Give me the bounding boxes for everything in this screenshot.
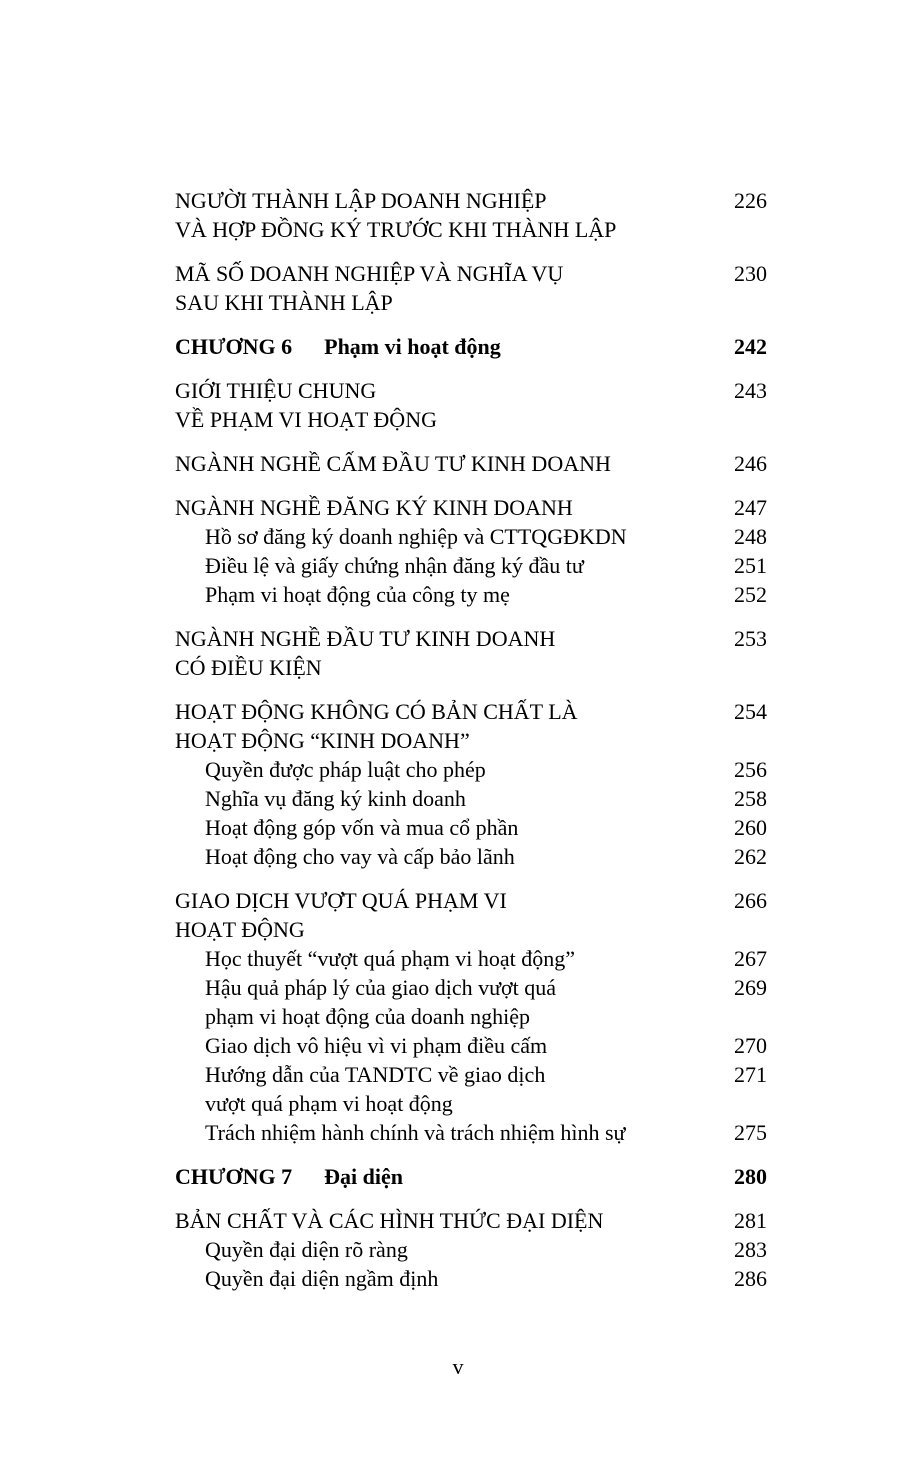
toc-subentry-row (175, 1235, 767, 1264)
toc-list (175, 186, 767, 1293)
toc-page-number: 258 (734, 786, 767, 811)
toc-subentry-row (175, 813, 767, 842)
toc-entry-row (175, 624, 767, 682)
toc-entry-title (175, 1264, 721, 1293)
toc-entry-line: Hướng dẫn của TANDTC về giao dịch (205, 1062, 546, 1087)
toc-entry-row (175, 886, 767, 944)
toc-entry-line: HOẠT ĐỘNG “KINH DOANH” (175, 728, 470, 753)
toc-entry-line: NGÀNH NGHỀ CẤM ĐẦU TƯ KINH DOANH (175, 451, 611, 476)
toc-entry-line: Quyền đại diện ngầm định (205, 1266, 439, 1291)
toc-entry-title (175, 522, 721, 551)
toc-entry-title (175, 973, 721, 1031)
toc-entry-line: Quyền đại diện rõ ràng (205, 1237, 408, 1262)
toc-entry-line: MÃ SỐ DOANH NGHIỆP VÀ NGHĨA VỤ (175, 261, 564, 286)
toc-entry-line: SAU KHI THÀNH LẬP (175, 290, 393, 315)
toc-page-number: 252 (734, 582, 767, 607)
toc-entry-line: vượt quá phạm vi hoạt động (205, 1091, 453, 1116)
toc-chapter-row (175, 1162, 767, 1191)
toc-entry-title (175, 697, 721, 755)
toc-entry-title (175, 624, 721, 682)
chapter-label: CHƯƠNG 6 (175, 334, 293, 359)
toc-entry-title (175, 784, 721, 813)
toc-entry-line: phạm vi hoạt động của doanh nghiệp (205, 1004, 531, 1029)
toc-entry-title (175, 1206, 721, 1235)
toc-page-number: 253 (734, 626, 767, 651)
toc-entry-title (175, 944, 721, 973)
toc-entry-line: VỀ PHẠM VI HOẠT ĐỘNG (175, 407, 437, 432)
toc-entry-line: Hậu quả pháp lý của giao dịch vượt quá (205, 975, 557, 1000)
toc-entry-row (175, 376, 767, 434)
toc-subentry-row (175, 551, 767, 580)
toc-entry-title (175, 1118, 721, 1147)
toc-entry-line: VÀ HỢP ĐỒNG KÝ TRƯỚC KHI THÀNH LẬP (175, 217, 617, 242)
toc-subentry-row (175, 580, 767, 609)
chapter-title: Đại diện (324, 1164, 403, 1189)
toc-page-number: 254 (734, 699, 767, 724)
toc-subentry-row (175, 755, 767, 784)
toc-page-number: 267 (734, 946, 767, 971)
toc-page-number: 275 (734, 1120, 767, 1145)
toc-entry-line: HOẠT ĐỘNG (175, 917, 305, 942)
toc-subentry-row (175, 784, 767, 813)
toc-entry-line: GIỚI THIỆU CHUNG (175, 378, 377, 403)
toc-entry-title (175, 886, 721, 944)
toc-entry-line: BẢN CHẤT VÀ CÁC HÌNH THỨC ĐẠI DIỆN (175, 1208, 604, 1233)
toc-entry-line: NGÀNH NGHỀ ĐĂNG KÝ KINH DOANH (175, 495, 573, 520)
toc-entry-line: NGÀNH NGHỀ ĐẦU TƯ KINH DOANH (175, 626, 556, 651)
toc-subentry-row (175, 973, 767, 1031)
toc-page-number: 260 (734, 815, 767, 840)
toc-page-number: 251 (734, 553, 767, 578)
toc-page-number: 262 (734, 844, 767, 869)
toc-entry-title (175, 813, 721, 842)
toc-subentry-row (175, 1031, 767, 1060)
toc-chapter-row (175, 332, 767, 361)
toc-entry-title (175, 259, 721, 317)
toc-entry-row (175, 1206, 767, 1235)
toc-entry-row (175, 259, 767, 317)
toc-entry-line: Hoạt động cho vay và cấp bảo lãnh (205, 844, 515, 869)
toc-entry-line: NGƯỜI THÀNH LẬP DOANH NGHIỆP (175, 188, 547, 213)
toc-page-number: 281 (734, 1208, 767, 1233)
toc-entry-title (175, 376, 721, 434)
toc-entry-title (175, 449, 721, 478)
toc-subentry-row (175, 944, 767, 973)
toc-entry-title (175, 332, 721, 361)
toc-subentry-row (175, 842, 767, 871)
toc-subentry-row (175, 522, 767, 551)
chapter-title: Phạm vi hoạt động (324, 334, 501, 359)
toc-page-number: 243 (734, 378, 767, 403)
chapter-label: CHƯƠNG 7 (175, 1164, 293, 1189)
toc-entry-line: CÓ ĐIỀU KIỆN (175, 655, 322, 680)
toc-page-number: 246 (734, 451, 767, 476)
toc-entry-title (175, 493, 721, 522)
toc-page-number: 286 (734, 1266, 767, 1291)
toc-entry-title (175, 842, 721, 871)
toc-entry-line: Giao dịch vô hiệu vì vi phạm điều cấm (205, 1033, 548, 1058)
toc-entry-line: Học thuyết “vượt quá phạm vi hoạt động” (205, 946, 575, 971)
toc-page-number: 248 (734, 524, 767, 549)
toc-page-number: 242 (734, 334, 767, 359)
toc-entry-line: GIAO DỊCH VƯỢT QUÁ PHẠM VI (175, 888, 507, 913)
toc-entry-line: Quyền được pháp luật cho phép (205, 757, 486, 782)
toc-entry-line: Phạm vi hoạt động của công ty mẹ (205, 582, 510, 607)
toc-page-number: 230 (734, 261, 767, 286)
toc-page-number: 283 (734, 1237, 767, 1262)
toc-entry-title (175, 1235, 721, 1264)
toc-page-number: 247 (734, 495, 767, 520)
toc-entry-title (175, 1031, 721, 1060)
toc-page-number: 280 (734, 1164, 767, 1189)
toc-page-number: 271 (734, 1062, 767, 1087)
toc-entry-title (175, 755, 721, 784)
toc-page-number: 269 (734, 975, 767, 1000)
toc-entry-title (175, 1060, 721, 1118)
toc-entry-title (175, 186, 721, 244)
toc-entry-row (175, 449, 767, 478)
toc-entry-line: Hoạt động góp vốn và mua cổ phần (205, 815, 519, 840)
toc-entry-title (175, 1162, 721, 1191)
toc-page-number: 256 (734, 757, 767, 782)
toc-page-number: 226 (734, 188, 767, 213)
toc-entry-row (175, 186, 767, 244)
toc-subentry-row (175, 1118, 767, 1147)
toc-entry-line: Nghĩa vụ đăng ký kinh doanh (205, 786, 466, 811)
toc-page-number: 266 (734, 888, 767, 913)
toc-entry-title (175, 580, 721, 609)
footer-page-number: v (452, 1354, 464, 1379)
toc-entry-line: Hồ sơ đăng ký doanh nghiệp và CTTQGĐKDN (205, 524, 627, 549)
toc-subentry-row (175, 1060, 767, 1118)
toc-entry-line: Điều lệ và giấy chứng nhận đăng ký đầu tư (205, 553, 584, 578)
toc-subentry-row (175, 1264, 767, 1293)
toc-entry-title (175, 551, 721, 580)
toc-page-number: 270 (734, 1033, 767, 1058)
toc-entry-line: Trách nhiệm hành chính và trách nhiệm hình sự (205, 1120, 626, 1145)
toc-entry-row (175, 493, 767, 522)
toc-entry-row (175, 697, 767, 755)
toc-entry-line: HOẠT ĐỘNG KHÔNG CÓ BẢN CHẤT LÀ (175, 699, 578, 724)
